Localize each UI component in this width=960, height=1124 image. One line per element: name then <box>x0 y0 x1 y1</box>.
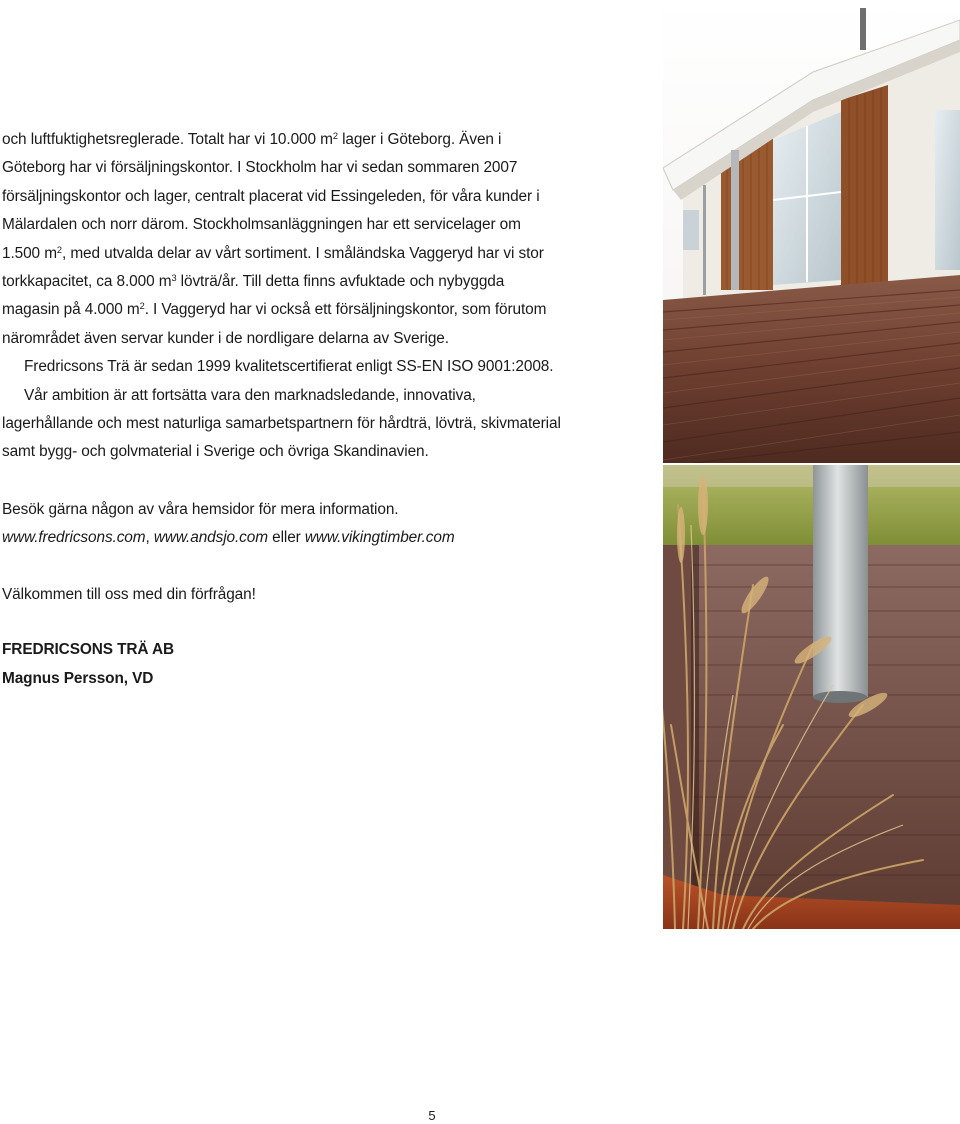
websites-list <box>2 524 562 552</box>
website-link-fredricsons[interactable]: www.fredricsons.com <box>2 529 146 547</box>
text-run: lager i Göteborg. Även i Göteborg har vi försäljningskontor. I Stockholm har vi sedan sommaren 2007 försäljningskontor och lager, centralt placerat vid Essingeleden, för våra kunder i Mälardalen och norr därom. Stockholmsanläggningen har ett servicelager om 1.500 m <box>2 131 540 262</box>
superscript: 2 <box>139 301 145 312</box>
text-run: och luftfuktighetsreglerade. Totalt har vi 10.000 m <box>2 131 333 148</box>
separator: eller <box>267 529 305 547</box>
superscript: 3 <box>171 272 177 283</box>
body-paragraph-1 <box>2 126 562 353</box>
house-deck-illustration <box>663 0 960 463</box>
deck-pillar-illustration <box>663 465 960 929</box>
text-run: lövträ/år. Till detta finns avfuktade och nybyggda magasin på 4.000 m <box>2 273 505 319</box>
house-deck-photo <box>663 0 960 463</box>
separator: , <box>145 529 154 547</box>
deck-pillar-grass-photo <box>663 465 960 929</box>
superscript: 2 <box>56 244 62 255</box>
website-link-andsjo[interactable]: www.andsjo.com <box>153 529 268 547</box>
body-text-column <box>2 126 562 693</box>
text-run: , med utvalda delar av vårt sortiment. I småländska Vaggeryd har vi stor torkkapacitet, ca 8.000 m <box>2 244 544 291</box>
text-run: . I Vaggeryd har vi också ett försäljningskontor, som förutom närområdet även servar kunder i de nordligare delarna av Sverige. <box>2 301 547 347</box>
websites-intro: Besök gärna någon av våra hemsidor för mera information. <box>2 500 399 518</box>
welcome-line: Välkommen till oss med din förfrågan! <box>2 585 256 603</box>
superscript: 2 <box>332 130 338 141</box>
website-link-vikingtimber[interactable]: www.vikingtimber.com <box>304 529 455 547</box>
signature-name: Magnus Persson, VD <box>2 669 154 687</box>
page-number: 5 <box>428 1108 436 1123</box>
signature-company: FREDRICSONS TRÄ AB <box>2 641 175 659</box>
body-paragraph-3: Vår ambition är att fortsätta vara den marknadsledande, innovativa, lagerhållande och mest naturliga samarbetspartnern för hårdträ, lövträ, skivmaterial samt bygg- och golvmaterial i Sverige och övriga Skandinavien. <box>2 386 561 461</box>
body-paragraph-2: Fredricsons Trä är sedan 1999 kvalitetscertifierat enligt SS-EN ISO 9001:2008. <box>24 358 554 376</box>
